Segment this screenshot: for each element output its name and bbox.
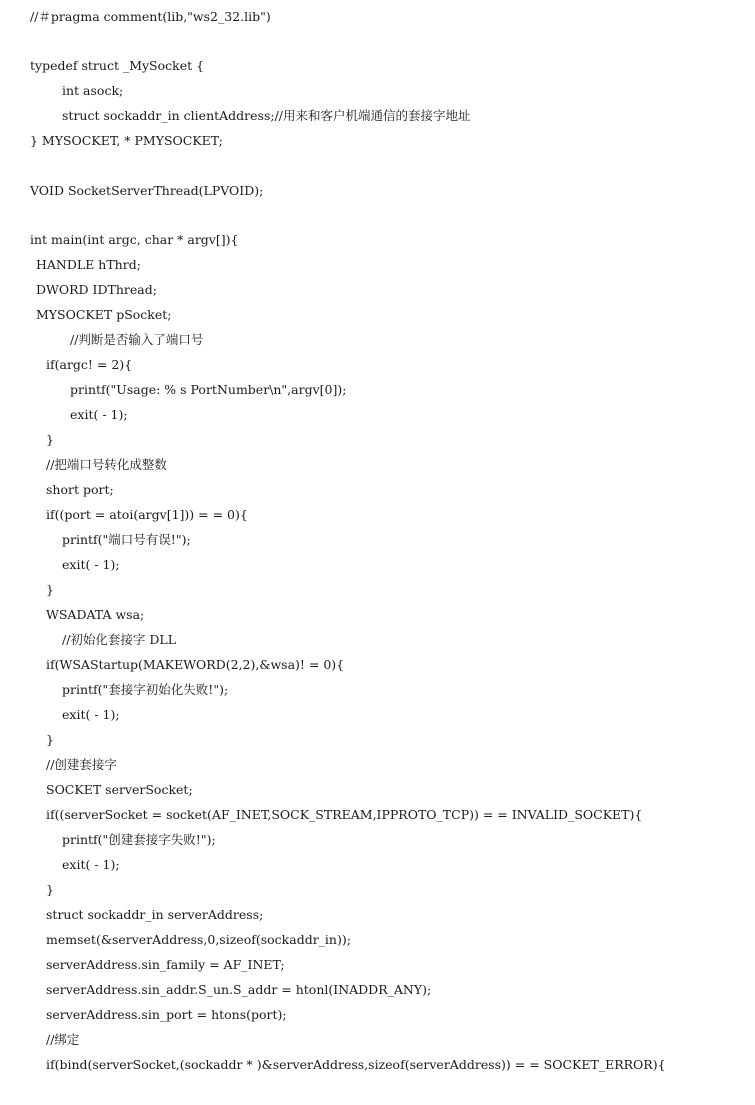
code-line: exit( - 1);	[62, 707, 120, 722]
code-line: printf("端口号有误!");	[62, 532, 191, 547]
code-line: if((serverSocket = socket(AF_INET,SOCK_STREAM,IPPROTO_TCP)) = = INVALID_SOCKET){	[46, 807, 643, 822]
code-line: HANDLE hThrd;	[36, 257, 141, 272]
code-line: struct sockaddr_in clientAddress;//用来和客户机端通信的套接字地址	[62, 108, 471, 123]
code-line: int asock;	[62, 83, 124, 98]
code-line: }	[46, 582, 54, 597]
code-line: printf("Usage: % s PortNumber\n",argv[0]);	[70, 382, 347, 397]
code-line: if(bind(serverSocket,(sockaddr * )&serverAddress,sizeof(serverAddress)) = = SOCKET_ERROR){	[46, 1057, 666, 1072]
code-line: serverAddress.sin_family = AF_INET;	[46, 957, 285, 972]
code-line: exit( - 1);	[70, 407, 128, 422]
code-line: //把端口号转化成整数	[46, 457, 167, 472]
code-line: if((port = atoi(argv[1])) = = 0){	[46, 507, 248, 522]
code-line: exit( - 1);	[62, 857, 120, 872]
code-line: struct sockaddr_in serverAddress;	[46, 907, 264, 922]
code-line: MYSOCKET pSocket;	[36, 307, 172, 322]
code-line: WSADATA wsa;	[46, 607, 145, 622]
code-line: int main(int argc, char * argv[]){	[30, 232, 239, 247]
code-line: //＃pragma comment(lib,"ws2_32.lib")	[30, 9, 271, 24]
code-line: SOCKET serverSocket;	[46, 782, 193, 797]
code-line: memset(&serverAddress,0,sizeof(sockaddr_in));	[46, 932, 351, 947]
code-line: //绑定	[46, 1032, 80, 1047]
code-line: }	[46, 732, 54, 747]
code-line: }	[46, 432, 54, 447]
code-line: printf("创建套接字失败!");	[62, 832, 216, 847]
code-line: serverAddress.sin_port = htons(port);	[46, 1007, 287, 1022]
code-line: }	[46, 882, 54, 897]
code-line: exit( - 1);	[62, 557, 120, 572]
code-line: //创建套接字	[46, 757, 117, 772]
code-line: } MYSOCKET, * PMYSOCKET;	[30, 133, 223, 148]
code-line: //初始化套接字 DLL	[62, 632, 177, 647]
code-line: //判断是否输入了端口号	[70, 332, 204, 347]
code-line: if(WSAStartup(MAKEWORD(2,2),&wsa)! = 0){	[46, 657, 345, 672]
code-line: serverAddress.sin_addr.S_un.S_addr = htonl(INADDR_ANY);	[46, 982, 432, 997]
code-line: short port;	[46, 482, 114, 497]
code-line: if(argc! = 2){	[46, 357, 133, 372]
code-line: DWORD IDThread;	[36, 282, 157, 297]
code-line: VOID SocketServerThread(LPVOID);	[30, 183, 264, 198]
code-line: typedef struct _MySocket {	[30, 58, 205, 73]
code-line: printf("套接字初始化失败!");	[62, 682, 229, 697]
